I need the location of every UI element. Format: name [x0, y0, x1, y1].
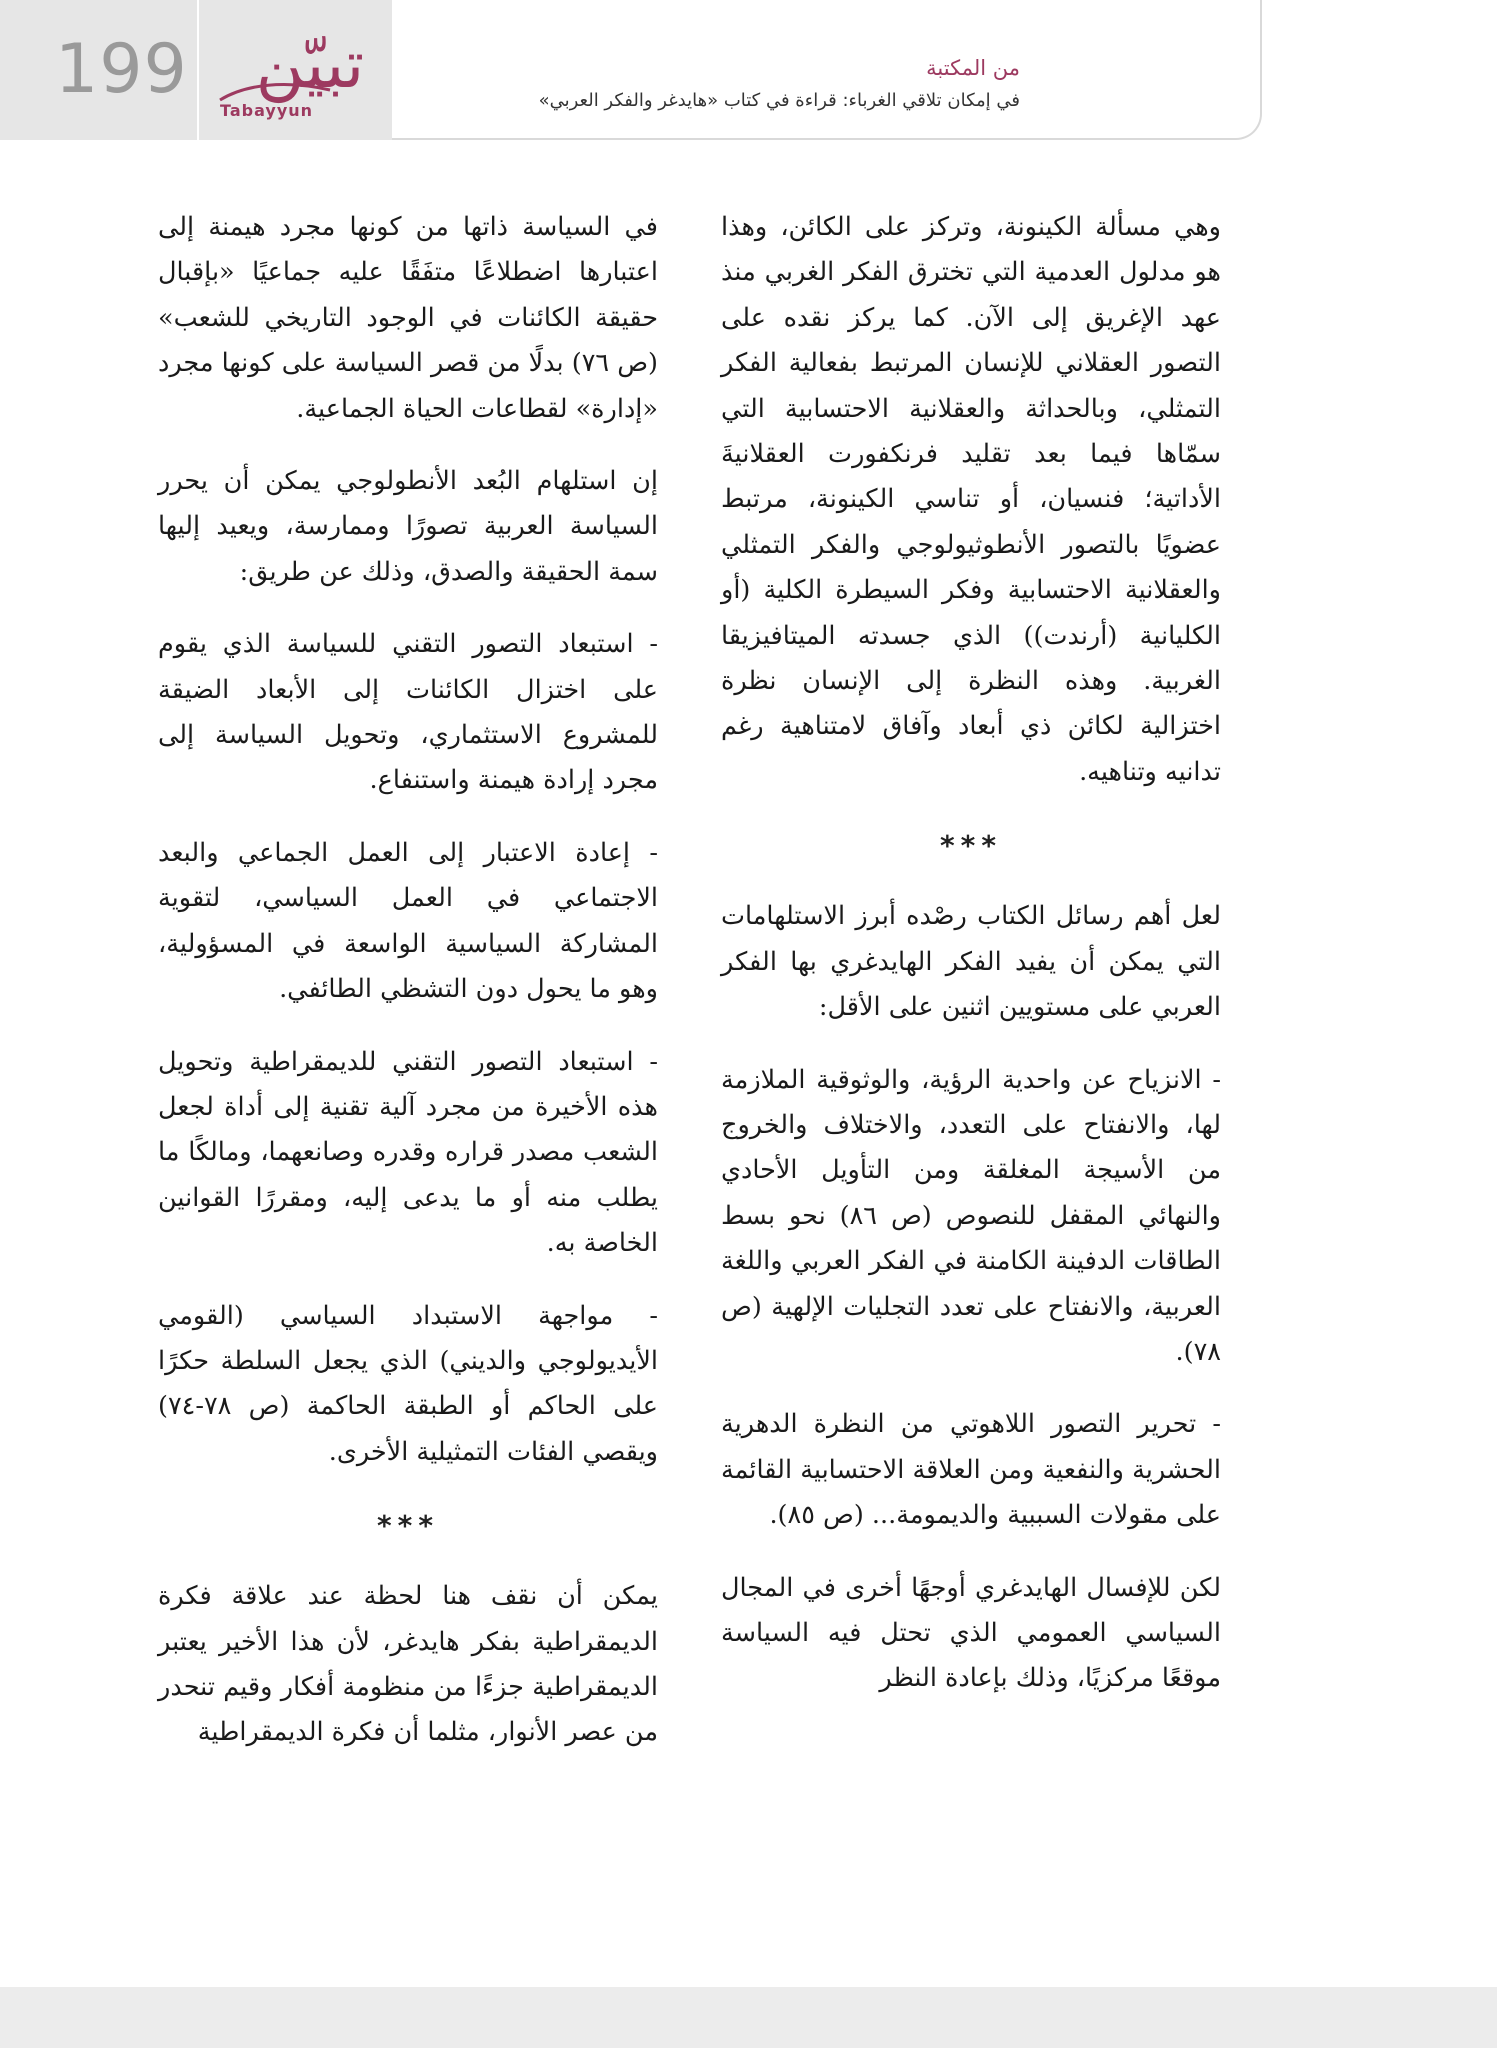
- paragraph: - استبعاد التصور التقني للسياسة الذي يقوم على اختزال الكائنات إلى الأبعاد الضيقة للمشروع الاستثماري، وتحويل السياسة إلى مجرد إرادة هيمنة واستنفاع.: [158, 629, 658, 796]
- section-title: من المكتبة: [926, 56, 1020, 80]
- footer-band: [0, 1987, 1497, 2048]
- paragraph: يمكن أن نقف هنا لحظة عند علاقة فكرة الديمقراطية بفكر هايدغر، لأن هذا الأخير يعتبر الديمقراطية جزءًا من منظومة أفكار وقيم تنحدر من عصر الأنوار، مثلما أن فكرة الديمقراطية: [158, 1581, 658, 1748]
- paragraph: في السياسة ذاتها من كونها مجرد هيمنة إلى اعتبارها اضطلاعًا متفَقًا عليه جماعيًا «بإقبال حقيقة الكائنات في الوجود التاريخي للشعب» (ص ٧٦) بدلًا من قصر السياسة على كونها مجرد «إدارة» لقطاعات الحياة الجماعية.: [158, 212, 658, 424]
- paragraph: لكن للإفسال الهايدغري أوجهًا أخرى في المجال السياسي العمومي الذي تحتل فيه السياسة موقعًا مركزيًا، وذلك بإعادة النظر: [721, 1572, 1221, 1694]
- paragraph: - تحرير التصور اللاهوتي من النظرة الدهرية الحشرية والنفعية ومن العلاقة الاحتسابية القائمة على مقولات السببية والديمومة... (ص ٨٥).: [721, 1409, 1221, 1531]
- corner-divider: [197, 0, 199, 140]
- paragraph: وهي مسألة الكينونة، وتركز على الكائن، وهذا هو مدلول العدمية التي تخترق الفكر الغربي منذ عهد الإغريق إلى الآن. كما يركز نقده على التصور العقلاني للإنسان المرتبط بفعالية الفكر التمثلي، وبالحداثة والعقلانية الاحتسابية التي سمّاها فيما بعد تقليد فرنكفورت العقلانيةَ الأداتية؛ فنسيان، أو تناسي الكينونة، مرتبط عضويًا بالتصور الأنطوثيولوجي والفكر التمثلي والعقلانية الاحتسابية وفكر السيطرة الكلية (أو الكليانية (أرندت)) الذي جسدته الميتافيزيقا الغربية. وهذه النظرة إلى الإنسان نظرة اختزالية لكائن ذي أبعاد وآفاق لامتناهية رغم تدانيه وتناهيه.: [721, 212, 1221, 787]
- paragraph: إن استلهام البُعد الأنطولوجي يمكن أن يحرر السياسة العربية تصورًا وممارسة، ويعيد إليها سمة الحقيقة والصدق، وذلك عن طريق:: [158, 466, 658, 587]
- paragraph: - الانزياح عن واحدية الرؤية، والوثوقية الملازمة لها، والانفتاح على التعدد، والاختلاف والخروج من الأسيجة المغلقة ومن التأويل الأحادي والنهائي المقفل للنصوص (ص ٨٦) نحو بسط الطاقات الدفينة الكامنة في الفكر العربي واللغة العربية، والانفتاح على تعدد التجليات الإلهية (ص ٧٨).: [721, 1064, 1221, 1367]
- section-separator-stars: ***: [377, 1509, 439, 1543]
- paragraph: لعل أهم رسائل الكتاب رصْده أبرز الاستلهامات التي يمكن أن يفيد الفكر الهايدغري بها الفكر العربي على مستويين اثنين على الأقل:: [721, 901, 1221, 1023]
- page-corner-box: [0, 0, 392, 140]
- text-column-right: [721, 205, 1221, 1729]
- section-separator-stars: ***: [940, 829, 1002, 863]
- paragraph: - استبعاد التصور التقني للديمقراطية وتحويل هذه الأخيرة من مجرد آلية تقنية إلى أداة لجعل الشعب مصدر قراره وقدره وصانعهما، ومالكًا ما يطلب منه أو ما يدعى إليه، ومقررًا القوانين الخاصة به.: [158, 1046, 658, 1259]
- text-column-left: [158, 205, 658, 1783]
- journal-logo-latin: Tabayyun: [220, 101, 314, 120]
- paragraph: - مواجهة الاستبداد السياسي (القومي الأيديولوجي والديني) الذي يجعل السلطة حكرًا على الحاكم أو الطبقة الحاكمة (ص ٧٨-٧٤) ويقصي الفئات التمثيلية الأخرى.: [158, 1300, 658, 1467]
- paragraph: - إعادة الاعتبار إلى العمل الجماعي والبعد الاجتماعي في العمل السياسي، لتقوية المشاركة السياسية الواسعة في المسؤولية، وهو ما يحول دون التشظي الطائفي.: [158, 837, 658, 1005]
- page-number: 199: [55, 30, 188, 109]
- page-header: [0, 0, 1262, 140]
- journal-logo-script: تبيّن: [255, 26, 365, 103]
- running-article-title: في إمكان تلاقي الغرباء: قراءة في كتاب «هايدغر والفكر العربي»: [538, 90, 1020, 111]
